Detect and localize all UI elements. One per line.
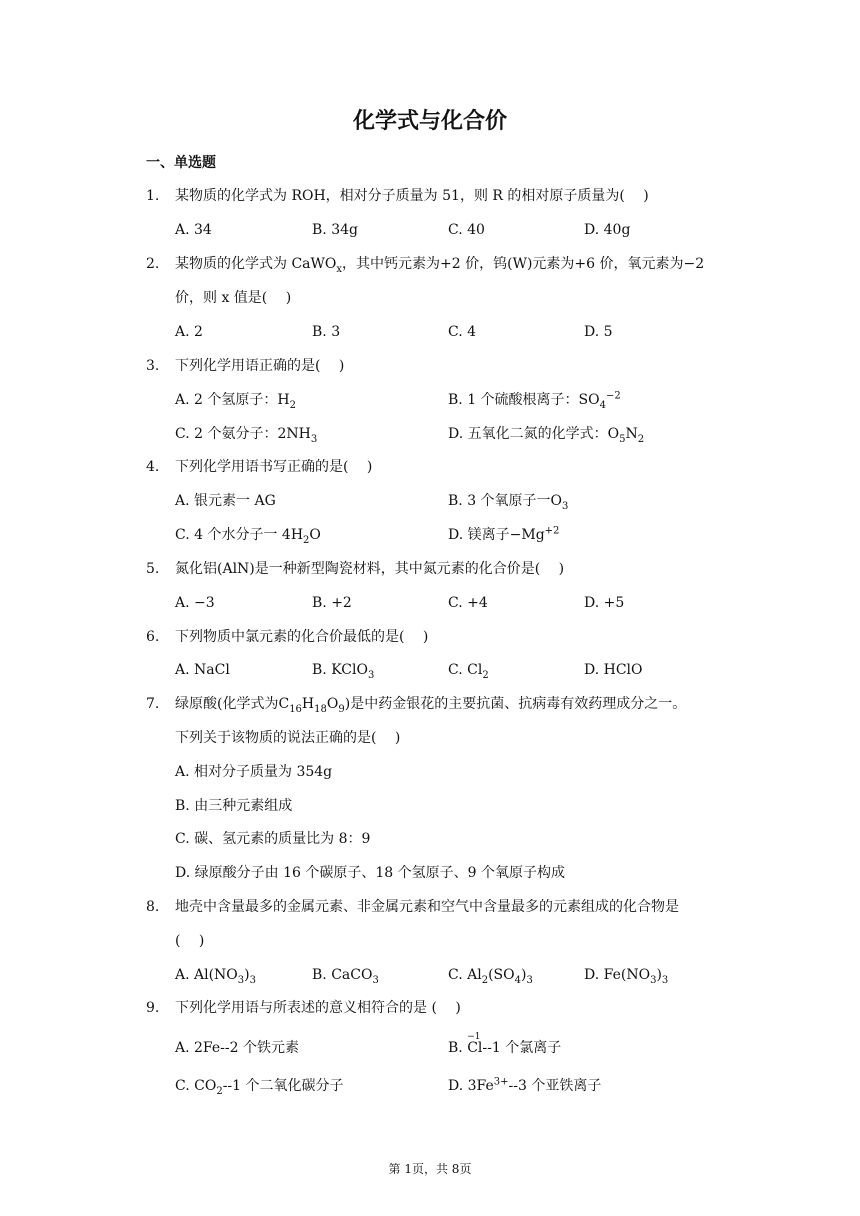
option-c: C. $CO_2--1$ 个二氧化碳分子 xyxy=(175,1078,344,1097)
option-a: A. 2 xyxy=(175,324,203,340)
question-number: 2. xyxy=(146,256,160,272)
question-7 xyxy=(146,694,686,714)
question-5 xyxy=(146,559,564,579)
option-a: A. 34 xyxy=(175,222,212,238)
question-number: 4. xyxy=(146,459,160,475)
question-text: 某物质的化学式为 ROH，相对分子质量为 51，则 R 的相对原子质量为( ) xyxy=(175,188,649,204)
option-c: C. 40 xyxy=(448,222,485,238)
option-b: B. 1 个硫酸根离子：$SO_4^{-2}$ xyxy=(448,390,621,411)
question-3 xyxy=(146,356,344,376)
option-d: D. 镁离子$-Mg^{+2}$ xyxy=(448,525,560,543)
question-text-cont: 价，则 x 值是( ) xyxy=(175,290,292,306)
option-a: A. $Al(NO_3)_3$ xyxy=(175,967,257,986)
question-number: 3. xyxy=(146,358,160,374)
option-c: C. 4 个水分子一 $4H_2O$ xyxy=(175,527,321,546)
option-a: A. 2Fe--2 个铁元素 xyxy=(175,1040,299,1056)
option-c: C. $Al_2(SO_4)_3$ xyxy=(448,967,533,986)
option-b: B. +2 xyxy=(312,595,352,611)
question-text-cont: ( ) xyxy=(175,933,205,949)
option-d: D. 绿原酸分子由 16 个碳原子、18 个氢原子、9 个氧原子构成 xyxy=(175,865,565,881)
question-number: 9. xyxy=(146,1000,160,1016)
option-d: D. 5 xyxy=(584,324,613,340)
question-text-cont: 下列关于该物质的说法正确的是( ) xyxy=(175,730,401,746)
option-d: D. 五氧化二氮的化学式：$O_5N_2$ xyxy=(448,426,645,445)
question-text: 下列化学用语正确的是( ) xyxy=(175,358,345,374)
question-text: 某物质的化学式为 CaWO$_x$，其中钙元素为+2 价，钨(W)元素为+6 价，氧元素为−2 xyxy=(175,256,705,275)
option-b: B. KClO$_3$ xyxy=(312,662,375,681)
option-c: C. 2 个氨分子：$2NH_3$ xyxy=(175,426,318,445)
question-4 xyxy=(146,457,372,477)
question-number: 1. xyxy=(146,188,160,204)
question-text: 地壳中含量最多的金属元素、非金属元素和空气中含量最多的元素组成的化合物是 xyxy=(175,899,679,915)
option-a: A. 2 个氢原子：$H_2$ xyxy=(175,392,296,411)
option-a: A. 银元素一 AG xyxy=(175,493,276,509)
question-6 xyxy=(146,627,428,647)
option-d: D. $3Fe^{3+}--3$ 个亚铁离子 xyxy=(448,1076,602,1094)
question-text: 下列物质中氯元素的化合价最低的是( ) xyxy=(175,629,429,645)
question-text: 下列化学用语书写正确的是( ) xyxy=(175,459,373,475)
option-c: C. $Cl_2$ xyxy=(448,662,489,681)
page-footer: 第 1页，共 8页 xyxy=(388,1162,472,1176)
question-text: 下列化学用语与所表述的意义相符合的是 ( ) xyxy=(175,1000,461,1016)
option-c: C. +4 xyxy=(448,595,488,611)
option-b: B. CaCO$_3$ xyxy=(312,967,379,986)
option-b: B. 3 xyxy=(312,324,341,340)
option-b: B. −1 Cl--1 个氯离子 xyxy=(448,1032,562,1056)
page-title: 化学式与化合价 xyxy=(352,109,507,134)
option-c: C. 碳、氢元素的质量比为 8：9 xyxy=(175,831,371,847)
question-number: 7. xyxy=(146,696,160,712)
option-d: D. HClO xyxy=(584,662,643,678)
option-d: D. 40g xyxy=(584,222,631,238)
question-9 xyxy=(146,998,461,1018)
question-number: 6. xyxy=(146,629,160,645)
option-b: B. 由三种元素组成 xyxy=(175,798,293,814)
question-1 xyxy=(146,186,649,206)
question-number: 8. xyxy=(146,899,160,915)
option-b: B. 34g xyxy=(312,222,358,238)
option-b: B. 3 个氧原子一$O_3$ xyxy=(448,493,569,512)
option-c: C. 4 xyxy=(448,324,477,340)
question-2 xyxy=(146,254,704,274)
question-text: 氮化铝(AlN)是一种新型陶瓷材料，其中氮元素的化合价是( ) xyxy=(175,561,565,577)
option-d: D. $Fe(NO_3)_3$ xyxy=(584,967,669,986)
option-a: A. −3 xyxy=(175,595,215,611)
option-d: D. +5 xyxy=(584,595,625,611)
section-heading: 一、单选题 xyxy=(146,155,216,171)
option-a: A. NaCl xyxy=(175,662,230,678)
question-number: 5. xyxy=(146,561,160,577)
option-a: A. 相对分子质量为 354g xyxy=(175,764,333,780)
question-8 xyxy=(146,897,679,917)
question-text: 绿原酸(化学式为$C_{16}H_{18}O_9$)是中药金银花的主要抗菌、抗病毒有效药理成分之一。 xyxy=(175,696,687,715)
